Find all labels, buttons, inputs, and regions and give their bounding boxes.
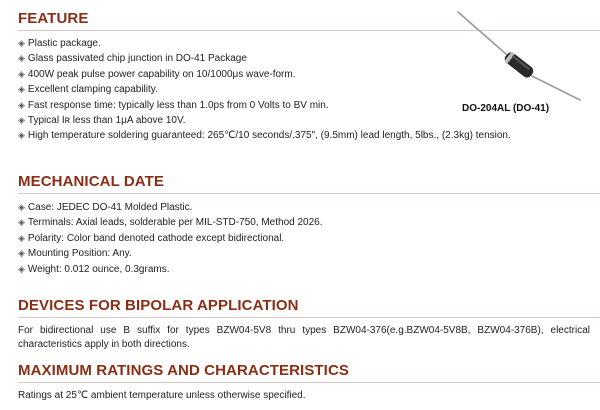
diamond-bullet-icon: ◈ (18, 232, 25, 243)
diamond-bullet-icon: ◈ (18, 68, 25, 79)
list-item: ◈ Case: JEDEC DO-41 Molded Plastic. (18, 202, 193, 213)
diamond-bullet-icon: ◈ (18, 115, 25, 126)
bipolar-text: For bidirectional use B suffix for types BZW04-5V8 thru types BZW04-376(e.g.BZW04-5V8B, BZW04-376B), electrical characteristics apply in both directions. (18, 325, 590, 350)
mechanical-list (18, 200, 600, 277)
list-item: ◈ Polarity: Color band denoted cathode except bidirectional. (18, 232, 285, 244)
diamond-bullet-icon: ◈ (18, 217, 25, 228)
mechanical-heading: MECHANICAL DATE (18, 173, 164, 190)
diamond-bullet-icon: ◈ (18, 38, 25, 48)
ratings-section (0, 362, 600, 403)
list-item: ◈ High temperature soldering guaranteed: 265℃/10 seconds/.375", (9.5mm) lead length, 5lbs., (2.3kg) tension. (18, 130, 511, 142)
list-item: ◈ Weight: 0.012 ounce, 0.3grams. (18, 263, 170, 275)
list-item: ◈ Typical Iʀ less than 1μA above 10V. (18, 115, 186, 127)
diamond-bullet-icon: ◈ (18, 99, 25, 110)
list-item: ◈ Glass passivated chip junction in DO-41 Package (18, 53, 247, 65)
diamond-bullet-icon: ◈ (18, 84, 25, 95)
ratings-text: Ratings at 25℃ ambient temperature unless otherwise specified. (18, 390, 306, 401)
diamond-bullet-icon: ◈ (18, 202, 25, 212)
list-item: ◈ Plastic package. (18, 38, 101, 49)
list-item: ◈ Terminals: Axial leads, solderable per MIL-STD-750, Method 2026. (18, 217, 323, 229)
diamond-bullet-icon: ◈ (18, 263, 25, 274)
list-item: ◈ Mounting Position: Any. (18, 248, 132, 260)
list-item: ◈ 400W peak pulse power capability on 10/1000μs wave-form. (18, 68, 296, 80)
bipolar-section (0, 297, 600, 352)
ratings-divider (18, 382, 600, 383)
list-item: ◈ Excellent clamping capability. (18, 84, 158, 96)
diamond-bullet-icon: ◈ (18, 53, 25, 64)
axial-diode-icon (448, 6, 588, 106)
mechanical-divider (18, 193, 600, 194)
feature-heading: FEATURE (18, 10, 89, 27)
mechanical-section (0, 173, 600, 277)
ratings-heading: MAXIMUM RATINGS AND CHARACTERISTICS (18, 362, 349, 379)
bipolar-heading: DEVICES FOR BIPOLAR APPLICATION (18, 297, 299, 314)
bipolar-divider (18, 317, 600, 318)
diamond-bullet-icon: ◈ (18, 248, 25, 259)
diamond-bullet-icon: ◈ (18, 130, 25, 141)
package-caption: DO-204AL (DO-41) (462, 103, 550, 114)
list-item: ◈ Fast response time: typically less than 1.0ps from 0 Volts to BV min. (18, 99, 329, 111)
